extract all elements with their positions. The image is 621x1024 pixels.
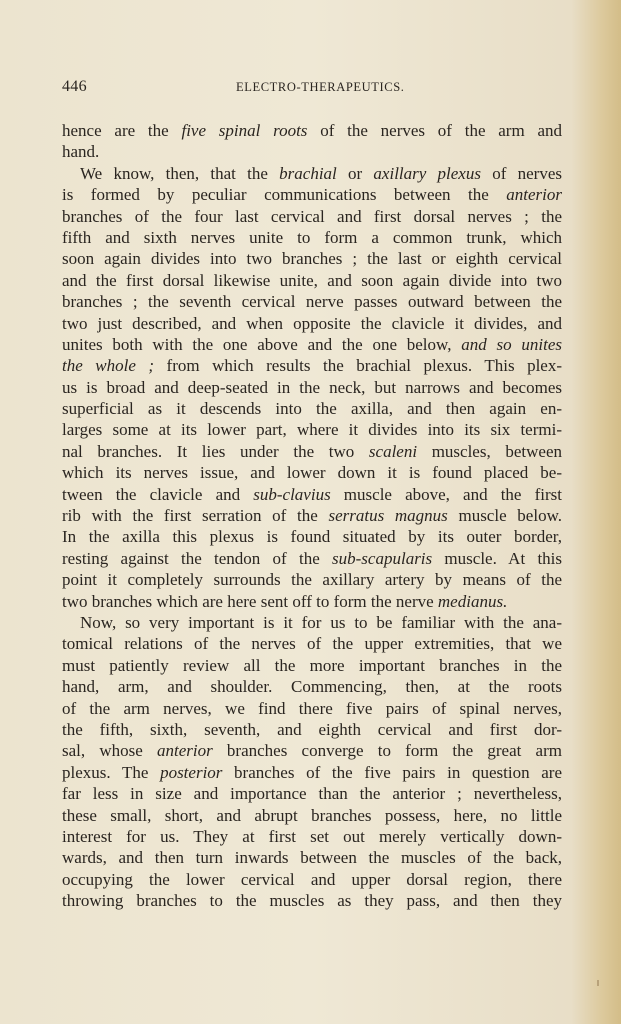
text-line	[62, 313, 562, 334]
text-line	[62, 612, 562, 633]
text-line	[62, 698, 562, 719]
text-line	[62, 441, 562, 462]
text-line	[62, 740, 562, 761]
text-run: point it completely surrounds the axillary artery by means of the	[62, 570, 562, 590]
text-run: larges some at its lower part, where it divides into its six termi-	[62, 420, 562, 440]
text-run: is formed by peculiar communications between the	[62, 185, 507, 205]
margin-mark	[597, 980, 599, 986]
text-line	[62, 355, 562, 376]
text-line	[62, 569, 562, 590]
text-run: sal, whose	[62, 741, 157, 761]
italic-term: scaleni	[368, 441, 418, 461]
text-run: hence are the	[62, 121, 182, 140]
italic-term: anterior	[156, 741, 213, 761]
text-run: tomical relations of the nerves of the upper extremities, that we	[62, 634, 562, 654]
text-run: from which results the brachial plexus. This plex-	[154, 356, 563, 376]
text-line	[62, 869, 562, 890]
text-run: resting against the tendon of the	[62, 548, 333, 568]
italic-term: anterior	[506, 185, 562, 205]
text-line	[62, 526, 562, 547]
text-line	[62, 227, 562, 248]
italic-term: the whole ;	[62, 356, 155, 376]
text-run: muscle. At this	[432, 548, 563, 568]
text-line	[62, 762, 562, 783]
text-line	[62, 890, 562, 911]
text-run: Now, so very important is it for us to be familiar with the ana-	[80, 612, 562, 632]
text-run: occupying the lower cervical and upper dorsal region, there	[62, 869, 562, 889]
text-line	[62, 462, 562, 483]
text-line	[62, 655, 562, 676]
text-run: We know, then, that the	[80, 163, 280, 183]
text-run: of nerves	[480, 163, 563, 183]
text-run: branches converge to form the great arm	[212, 741, 562, 761]
italic-term: medianus.	[437, 591, 508, 611]
text-run: the fifth, sixth, seventh, and eighth cervical and first dor-	[62, 719, 562, 739]
text-run: muscles, between	[417, 441, 563, 461]
text-line	[62, 805, 562, 826]
text-run: unites both with the one above and the one below,	[62, 334, 462, 354]
text-line	[62, 826, 562, 847]
text-run: throwing branches to the muscles as they pass, and then they	[62, 891, 562, 911]
italic-term: and so unites	[461, 334, 562, 354]
italic-term: sub-clavius	[253, 484, 331, 504]
text-line	[62, 248, 562, 269]
text-run: nal branches. It lies under the two	[62, 441, 369, 461]
text-run: two just described, and when opposite the clavicle it divides, and	[62, 313, 562, 333]
text-line	[62, 548, 562, 569]
text-line	[62, 184, 562, 205]
text-line	[62, 847, 562, 868]
italic-term: brachial	[279, 163, 337, 183]
text-line	[62, 419, 562, 440]
text-run: of the nerves of the arm and	[307, 121, 562, 140]
text-line	[62, 783, 562, 804]
text-run: two branches which are here sent off to form the nerve	[62, 591, 438, 611]
text-run: muscle below.	[447, 506, 562, 526]
text-line	[62, 291, 562, 312]
text-run: hand.	[62, 142, 100, 162]
text-run: fifth and sixth nerves unite to form a common trunk, which	[62, 227, 562, 247]
page-number: 446	[62, 78, 87, 95]
text-run: superficial as it descends into the axilla, and then again en-	[62, 399, 562, 419]
text-line	[62, 505, 562, 526]
text-line	[62, 270, 562, 291]
text-run: wards, and then turn inwards between the muscles of the back,	[62, 848, 562, 868]
text-line	[62, 719, 562, 740]
text-run: In the axilla this plexus is found situated by its outer border,	[62, 527, 562, 547]
text-line	[62, 398, 562, 419]
text-run: or	[336, 163, 374, 183]
text-run: interest for us. They at first set out merely vertically down-	[62, 826, 562, 846]
text-line	[62, 377, 562, 398]
text-line	[62, 334, 562, 355]
text-line	[62, 163, 562, 184]
running-header	[62, 78, 562, 98]
text-run: these small, short, and abrupt branches possess, here, no little	[62, 805, 562, 825]
text-run: rib with the first serration of the	[62, 506, 329, 526]
italic-term: posterior	[160, 762, 223, 782]
text-line	[62, 591, 562, 612]
text-run: must patiently review all the more important branches in the	[62, 655, 562, 675]
text-line	[62, 120, 562, 141]
text-run: branches of the five pairs in question are	[222, 762, 562, 782]
text-run: tween the clavicle and	[62, 484, 254, 504]
text-line	[62, 484, 562, 505]
italic-term: axillary plexus	[373, 163, 481, 183]
text-run: and the first dorsal likewise unite, and soon again divide into two	[62, 270, 562, 290]
text-run: branches of the four last cervical and first dorsal nerves ; the	[62, 206, 562, 226]
text-line	[62, 206, 562, 227]
text-run: muscle above, and the first	[330, 484, 562, 504]
text-line	[62, 676, 562, 697]
text-run: branches ; the seventh cervical nerve passes outward between the	[62, 292, 562, 312]
italic-term: sub-scapularis	[332, 548, 433, 568]
text-run: far less in size and importance than the anterior ; nevertheless,	[62, 784, 562, 804]
text-run: us is broad and deep-seated in the neck, but narrows and becomes	[62, 377, 562, 397]
text-run: of the arm nerves, we find there five pairs of spinal nerves,	[62, 698, 562, 718]
text-run: plexus. The	[62, 762, 161, 782]
text-line	[62, 633, 562, 654]
italic-term: five spinal roots	[181, 121, 308, 140]
italic-term: serratus magnus	[328, 506, 448, 526]
running-title: ELECTRO-THERAPEUTICS.	[236, 80, 405, 94]
text-line	[62, 141, 562, 162]
text-run: which its nerves issue, and lower down it is found placed be-	[62, 463, 562, 483]
text-run: soon again divides into two branches ; the last or eighth cervical	[62, 249, 562, 269]
body-text	[62, 120, 562, 911]
text-run: hand, arm, and shoulder. Commencing, then, at the roots	[62, 677, 562, 697]
